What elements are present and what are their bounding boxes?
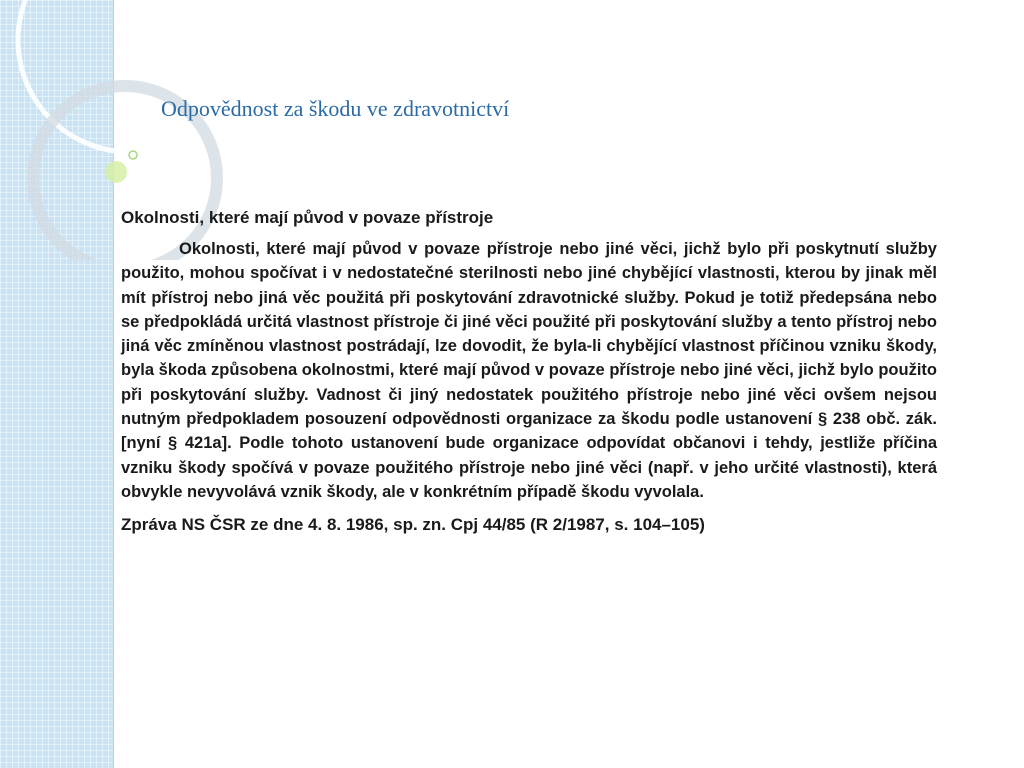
subheading: Okolnosti, které mají původ v povaze přístroje [121,208,494,227]
slide-content [121,206,937,537]
slide-title: Odpovědnost za škodu ve zdravotnictví [161,96,510,121]
body-paragraph: Okolnosti, které mají původ v povaze přístroje nebo jiné věci, jichž bylo při poskytnutí služby použito, mohou spočívat i v nedostatečné sterilnosti nebo jiné chybějící vlastnosti, kterou by jinak měl mít přístroj nebo jiná věc použitá při poskytování zdravotnické služby. Pokud je totiž předepsána nebo se předpokládá určitá vlastnost přístroje či jiné věci použité při poskytování služby a tento přístroj nebo jiná věc zmíněnou vlastnost postrádají, lze dovodit, že byla-li chybějící vlastnost příčinou vzniku škody, byla škoda způsobena okolnostmi, které mají původ v povaze přístroje nebo jiné věci, jichž bylo použito při poskytování služby. Vadnost či jiný nedostatek použitého přístroje nebo jiné věci ovšem nejsou nutným předpokladem posouzení odpovědnosti organizace za škodu podle ustanovení § 238 obč. zák. [nyní § 421a]. Podle tohoto ustanovení bude organizace odpovídat občanovi i tehdy, jestliže příčina vzniku škody spočívá v povaze použitého přístroje nebo jiné věci (např. v jeho určité vlastnosti), která obvykle nevyvolává vznik škody, ale v konkrétním případě škodu vyvolala. [121,240,937,501]
decorative-sidebar [0,0,114,768]
small-ring [129,151,137,159]
citation: Zpráva NS ČSR ze dne 4. 8. 1986, sp. zn. Cpj 44/85 (R 2/1987, s. 104–105) [121,515,705,535]
